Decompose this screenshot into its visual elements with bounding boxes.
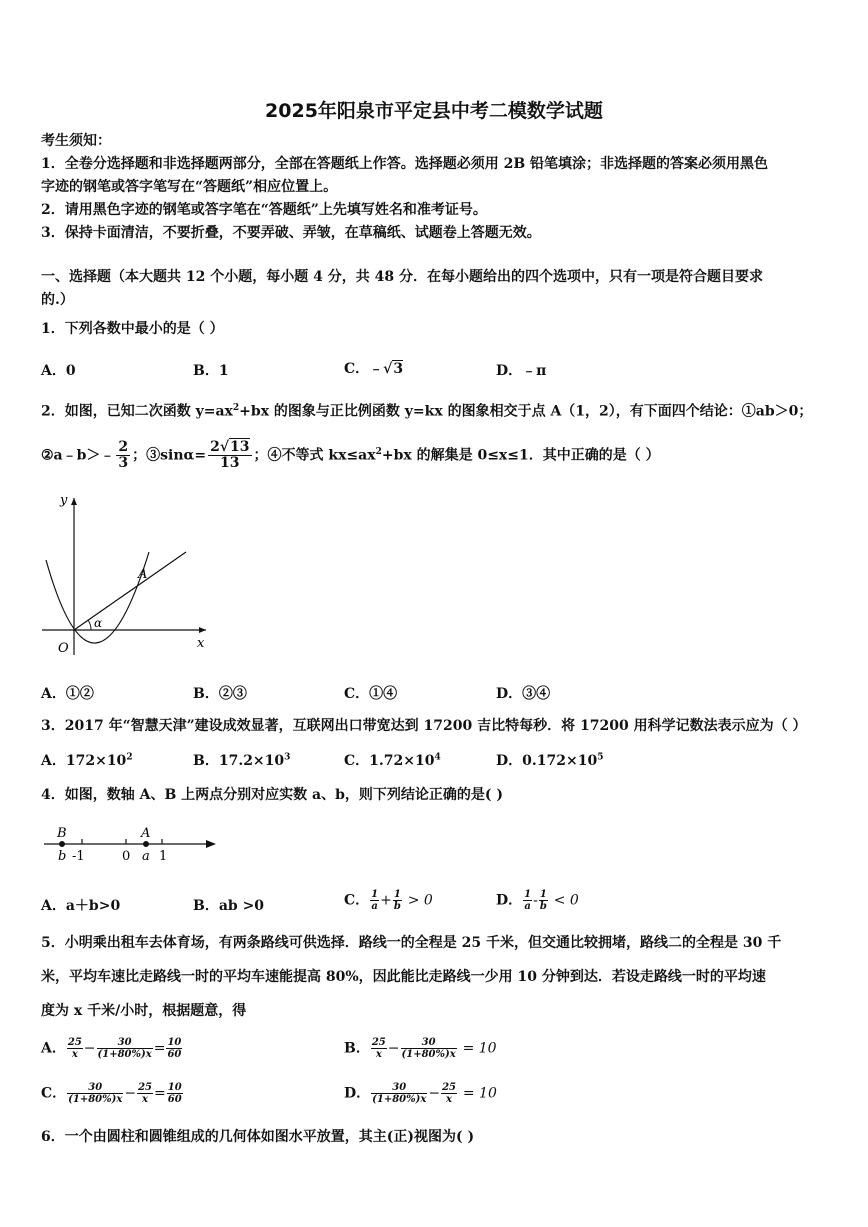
q5-c-d30: (1+80%)x: [68, 1094, 123, 1105]
q3-stem: 3．2017 年“智慧天津”建设成效显著，互联网出口带宽达到 17200 吉比特每秒．将 17200 用科学记数法表示应为（ ）: [41, 718, 807, 734]
q5-d-frac-2: [441, 1082, 457, 1105]
q2-stem-part-a: 2．如图，已知二次函数 y=ax: [41, 403, 233, 420]
q3-a-text: A．172×10: [41, 753, 127, 769]
q5-c-frac-3: [167, 1082, 183, 1105]
q5-d-n25: 25: [442, 1082, 456, 1093]
section-header-line-1: 一、选择题（本大题共 12 个小题，每小题 4 分，共 48 分．在每小题给出的四个选项中，只有一项是符合题目要求: [41, 269, 763, 285]
q5-b-minus: −: [387, 1040, 400, 1057]
q3-b-text: B．17.2×10: [193, 753, 285, 769]
q2-fraction-sin: [208, 440, 251, 471]
q5-c-minus: −: [124, 1085, 137, 1102]
q5-a-eq: =: [153, 1040, 166, 1057]
q3-c-exp: 4: [434, 752, 441, 763]
notice-line-3: 3．保持卡面清洁，不要折叠，不要弄破、弄皱，在草稿纸、试题卷上答题无效。: [41, 225, 541, 241]
q2-stem-part-b: +bx 的图象与正比例函数 y=kx 的图象相交于点 A（1，2），有下面四个结论：①ab＞0；: [239, 403, 813, 420]
q5-option-c: [41, 1082, 184, 1105]
q4-label-b: b: [58, 849, 67, 864]
q1-option-a: A．0: [41, 363, 76, 379]
q1-option-b: B．1: [193, 363, 229, 379]
q4-c-n2: 1: [393, 889, 401, 900]
notice-heading: 考生须知：: [41, 133, 111, 149]
q3-option-c: [344, 750, 441, 770]
q1-option-c: C．﹣√3: [344, 361, 404, 377]
q5-a-frac-2: [97, 1037, 153, 1060]
q4-d-d1: a: [524, 901, 531, 912]
q5-c-d60: 60: [167, 1094, 182, 1105]
q5-a-dx: x: [71, 1049, 78, 1060]
q5-stem-line-2: 米，平均车速比走路线一时的平均车速能提高 80%，因此能比走路线一少用 10 分钟到达．若设走路线一时的平均速: [41, 969, 766, 985]
q2-option-c: C．①④: [344, 686, 398, 702]
q4-option-c: [344, 889, 433, 912]
q2-sin-radicand: 13: [230, 439, 250, 455]
q5-b-d30: (1+80%)x: [401, 1049, 456, 1060]
q2-sin-num: 2√13: [210, 439, 250, 455]
q4-c-d2: b: [393, 901, 401, 912]
q4-d-frac-1: [523, 889, 532, 912]
q4-d-label: D．: [496, 892, 523, 909]
q5-a-d30: (1+80%)x: [97, 1049, 152, 1060]
q4-c-frac-2: [393, 889, 402, 912]
q4-option-b: B．ab >0: [193, 898, 265, 914]
q3-c-text: C．1.72×10: [344, 753, 435, 769]
q4-label-one: 1: [159, 849, 168, 864]
q5-a-n10: 10: [167, 1037, 182, 1048]
q2-superscript-2: 2: [375, 446, 382, 457]
q5-d-minus: −: [428, 1085, 441, 1102]
q4-d-n1: 1: [524, 889, 532, 900]
q4-point-b: [59, 841, 65, 847]
q4-label-minus-one: -1: [72, 849, 85, 864]
q5-a-minus: −: [83, 1040, 96, 1057]
q4-label-B: B: [57, 826, 67, 841]
q5-a-frac-1: [67, 1037, 83, 1060]
q5-option-a: [41, 1037, 183, 1060]
q2-sin-den: 13: [220, 455, 240, 471]
q5-c-frac-2: [137, 1082, 153, 1105]
q2-alpha-label: α: [94, 616, 103, 630]
q5-d-frac-1: [371, 1082, 427, 1105]
q4-c-d1: a: [371, 901, 378, 912]
q4-c-frac-1: [370, 889, 379, 912]
q4-d-minus: -: [533, 892, 538, 909]
q2-angle-arc: [88, 620, 91, 630]
q4-option-d: [496, 889, 579, 912]
q2-conclusion-4b: +bx 的解集是 0≤x≤1．其中正确的是（ ）: [381, 447, 660, 464]
q2-conclusion-2: ②a﹣b＞﹣: [41, 447, 115, 464]
q5-option-b: [344, 1037, 497, 1060]
notice-line-1b: 字迹的钢笔或答字笔写在“答题纸”相应位置上。: [41, 179, 338, 195]
q5-c-n30: 30: [67, 1082, 123, 1094]
q3-b-exp: 3: [284, 752, 291, 763]
q4-c-plus: +: [380, 892, 392, 909]
q1-stem: 1．下列各数中最小的是（ ）: [41, 321, 224, 337]
q5-b-n25: 25: [371, 1037, 386, 1048]
q5-option-d: [344, 1082, 497, 1105]
q5-a-label: A．: [41, 1040, 66, 1057]
q1-option-c-radicand: 3: [393, 361, 404, 377]
notice-line-1a: 1．全卷分选择题和非选择题两部分，全部在答题纸上作答。选择题必须用 2B 铅笔填涂；非选择题的答案必须用黑色: [41, 156, 769, 172]
q4-c-label: C．: [344, 892, 370, 909]
q6-stem: 6．一个由圆柱和圆锥组成的几何体如图水平放置，其主(正)视图为( ): [41, 1129, 475, 1145]
q5-d-eq10: = 10: [462, 1085, 497, 1102]
exam-title: 2025年阳泉市平定县中考二模数学试题: [265, 100, 603, 122]
q5-c-n25: 25: [138, 1082, 152, 1093]
q2-stem-line-1: [41, 399, 812, 421]
q3-d-exp: 5: [597, 752, 604, 763]
q2-point-a-label: A: [138, 567, 148, 582]
q2-superscript: 2: [232, 403, 240, 413]
q2-y-arrow: [71, 498, 77, 505]
q5-d-d30: (1+80%)x: [372, 1094, 427, 1105]
q4-axis-arrow: [206, 840, 216, 848]
q4-c-rel: > 0: [407, 892, 433, 909]
q2-frac-num: 2: [118, 439, 129, 455]
q5-d-label: D．: [344, 1085, 371, 1102]
q2-x-label: x: [197, 636, 205, 651]
q1-option-d: D．﹣π: [496, 363, 547, 379]
q3-option-d: [496, 750, 603, 770]
q2-stem-line-2: [41, 440, 660, 471]
q4-c-n1: 1: [371, 889, 379, 900]
q5-c-dx: x: [142, 1094, 149, 1105]
notice-line-2: 2．请用黑色字迹的钢笔或答字笔在“答题纸”上先填写姓名和准考证号。: [41, 202, 487, 218]
q2-conclusion-3: ；③sinα=: [132, 447, 207, 464]
section-header-line-2: 的.）: [41, 292, 74, 308]
q5-b-dx: x: [375, 1049, 382, 1060]
q5-a-frac-3: [166, 1037, 182, 1060]
q5-c-label: C．: [41, 1085, 67, 1102]
q5-stem-line-3: 度为 x 千米/小时，根据题意，得: [41, 1003, 247, 1019]
q2-conclusion-4a: ；④不等式 kx≤ax: [253, 447, 376, 464]
q5-d-n30: 30: [371, 1082, 427, 1094]
q5-b-eq10: = 10: [462, 1040, 497, 1057]
q4-stem: 4．如图，数轴 A、B 上两点分别对应实数 a、b，则下列结论正确的是( ): [41, 787, 504, 803]
q5-b-frac-1: [371, 1037, 387, 1060]
q2-line-ykx: [74, 552, 186, 630]
q4-point-a: [143, 841, 149, 847]
q4-label-A: A: [141, 826, 151, 841]
q4-d-rel: < 0: [553, 892, 579, 909]
q2-parabola-graph: [34, 490, 214, 660]
q2-frac-den: 3: [118, 455, 129, 471]
q5-a-n30: 30: [97, 1037, 153, 1049]
q5-b-label: B．: [344, 1040, 370, 1057]
q2-option-b: B．②③: [193, 686, 247, 702]
q2-fraction-2-3: [116, 440, 130, 471]
q5-c-n10: 10: [167, 1082, 182, 1093]
q2-sin-coef: 2: [210, 439, 220, 455]
q2-y-label: y: [60, 493, 68, 508]
q3-a-exp: 2: [126, 752, 133, 763]
q5-b-n30: 30: [401, 1037, 457, 1049]
q4-option-a: A．a＋b>0: [41, 898, 121, 914]
q4-number-line: [38, 822, 223, 866]
q5-c-eq: =: [154, 1085, 166, 1102]
q4-d-d2: b: [539, 901, 547, 912]
q2-x-arrow: [199, 627, 206, 633]
q3-option-b: [193, 750, 290, 770]
q4-d-frac-2: [539, 889, 548, 912]
q5-a-n25: 25: [67, 1037, 82, 1048]
q5-b-frac-2: [401, 1037, 457, 1060]
q4-d-n2: 1: [539, 889, 547, 900]
q2-option-d: D．③④: [496, 686, 551, 702]
q5-stem-line-1: 5．小明乘出租车去体育场，有两条路线可供选择．路线一的全程是 25 千米，但交通比较拥堵，路线二的全程是 30 千: [41, 935, 782, 951]
q3-option-a: [41, 750, 133, 770]
q4-label-zero: 0: [122, 849, 131, 864]
q2-origin-label: O: [58, 641, 69, 656]
q3-d-text: D．0.172×10: [496, 753, 598, 769]
q5-a-d60: 60: [167, 1049, 182, 1060]
q5-c-frac-1: [67, 1082, 123, 1105]
q5-d-dx: x: [446, 1094, 452, 1105]
q4-label-a: a: [142, 849, 150, 864]
q1-option-c-prefix: C．﹣: [344, 361, 384, 377]
q2-option-a: A．①②: [41, 686, 94, 702]
